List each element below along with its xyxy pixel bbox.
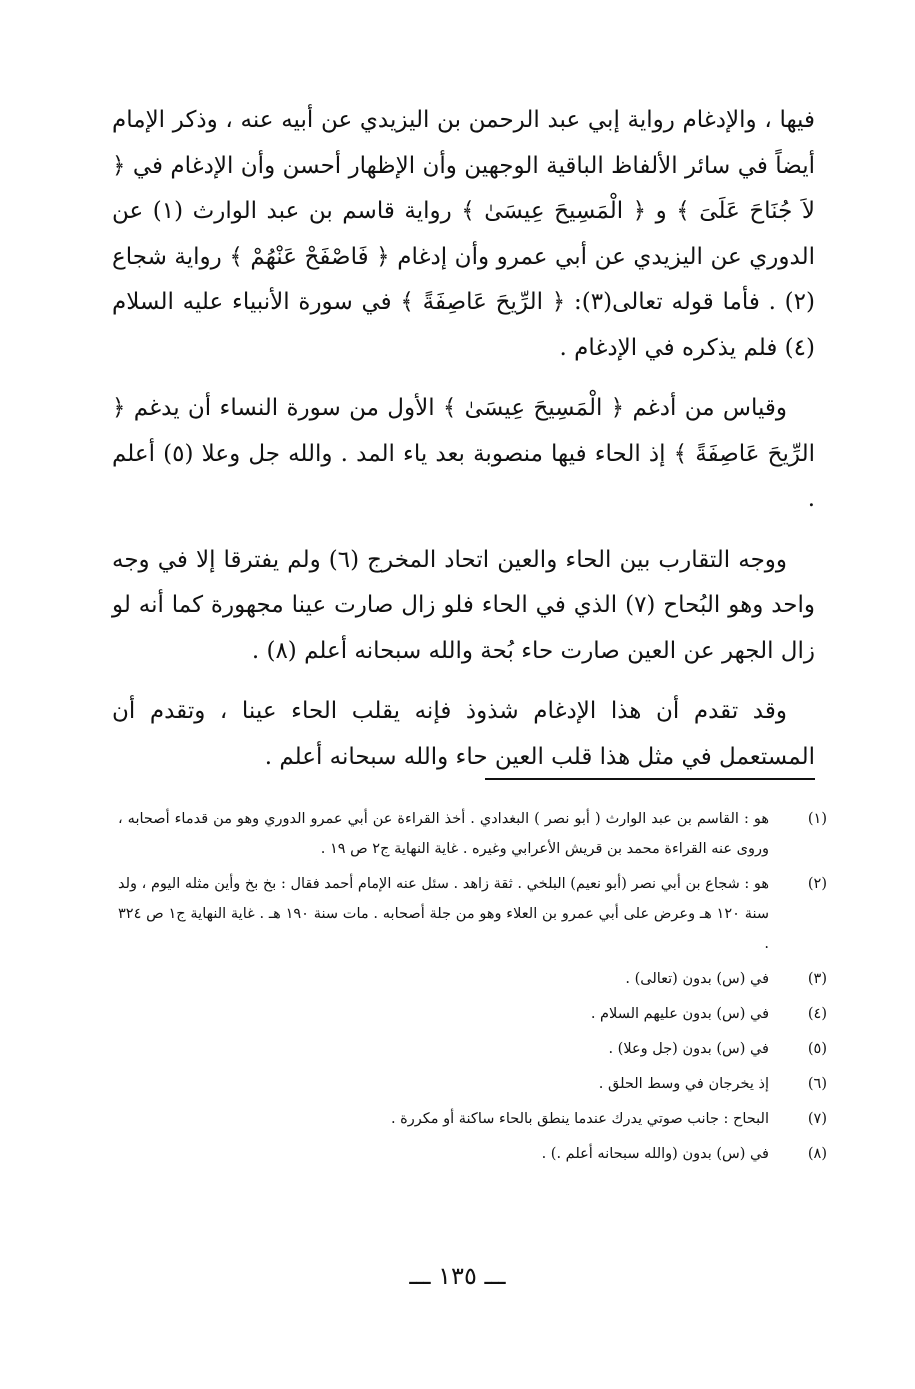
footnote-text: إذ يخرجان في وسط الحلق .: [598, 1076, 769, 1092]
footnote-text: هو : شجاع بن أبي نصر (أبو نعيم) البلخي . ثقة زاهد . سئل عنه الإمام أحمد فقال : بخ بخ وأين مثله اليوم ، ولد سنة ١٢٠ هـ وعرض على أبي عمرو بن العلاء وهو من جلة أصحابه . مات سنة ١٩٠ هـ . غاية النهاية ج١ ص ٣٢٤ .: [118, 876, 769, 952]
footnote-number: (٣): [807, 971, 827, 987]
footnote-text: في (س) بدون عليهم السلام .: [590, 1006, 769, 1022]
footnote: [118, 999, 827, 1029]
footnote: [118, 1069, 827, 1099]
footnote: [118, 1034, 827, 1064]
page-number: ـــ ١٣٥ ـــ: [409, 1262, 506, 1290]
footnote-number: (٢): [807, 876, 827, 892]
footnote: [118, 804, 827, 864]
footnote-number: (٦): [807, 1076, 827, 1092]
footnotes: [118, 804, 827, 1174]
body-paragraph: وقد تقدم أن هذا الإدغام شذوذ فإنه يقلب الحاء عينا ، وتقدم أن المستعمل في مثل هذا قلب العين حاء والله سبحانه أعلم .: [112, 698, 815, 770]
footnote-separator: [485, 778, 815, 780]
body-paragraph: فيها ، والإدغام رواية إبي عبد الرحمن بن اليزيدي عن أبيه عنه ، وذكر الإمام أيضاً في سائر الألفاظ الباقية الوجهين وأن الإظهار أحسن وأن الإدغام في ﴿ لاَ جُنَاحَ عَلَىَ ﴾ و ﴿ الْمَسِيحَ عِيسَىٰ ﴾ رواية قاسم بن عبد الوارث (١) عن الدوري عن اليزيدي عن أبي عمرو وأن إدغام ﴿ فَاصْفَحْ عَنْهُمْ ﴾ رواية شجاع (٢) . فأما قوله تعالى(٣): ﴿ الرِّيحَ عَاصِفَةً ﴾ في سورة الأنبياء عليه السلام (٤) فلم يذكره في الإدغام .: [112, 107, 815, 361]
footnote-number: (٤): [807, 1006, 827, 1022]
footnote-number: (١): [807, 811, 827, 827]
footnote-text: البحاح : جانب صوتي يدرك عندما ينطق بالحاء ساكنة أو مكررة .: [390, 1111, 769, 1127]
body-paragraph: ووجه التقارب بين الحاء والعين اتحاد المخرج (٦) ولم يفترقا إلا في وجه واحد وهو البُحاح (٧) الذي في الحاء فلو زال صارت عينا مجهورة كما أنه لو زال الجهر عن العين صارت حاء بُحة والله سبحانه أعلم (٨) .: [112, 546, 815, 664]
footnote: [118, 964, 827, 994]
footnote-text: في (س) بدون (والله سبحانه أعلم .) .: [541, 1146, 769, 1162]
footnote: [118, 1104, 827, 1134]
footnote-number: (٥): [807, 1041, 827, 1057]
footnote-number: (٨): [807, 1146, 827, 1162]
main-text: [112, 98, 815, 795]
footnote-text: هو : القاسم بن عبد الوارث ( أبو نصر ) البغدادي . أخذ القراءة عن أبي عمرو الدوري وهو من قدماء أصحابه ، وروى عنه القراءة محمد بن قريش الأعرابي وغيره . غاية النهاية ج٢ ص ١٩ .: [118, 811, 769, 857]
footnote: [118, 869, 827, 959]
body-paragraph: وقياس من أدغم ﴿ الْمَسِيحَ عِيسَىٰ ﴾ الأول من سورة النساء أن يدغم ﴿ الرِّيحَ عَاصِفَةً ﴾ إذ الحاء فيها منصوبة بعد ياء المد . والله جل وعلا (٥) أعلم .: [112, 395, 815, 512]
footnote-text: في (س) بدون (تعالى) .: [625, 971, 769, 987]
footnote-number: (٧): [807, 1111, 827, 1127]
footnote-text: في (س) بدون (جل وعلا) .: [608, 1041, 769, 1057]
footnote: [118, 1139, 827, 1169]
